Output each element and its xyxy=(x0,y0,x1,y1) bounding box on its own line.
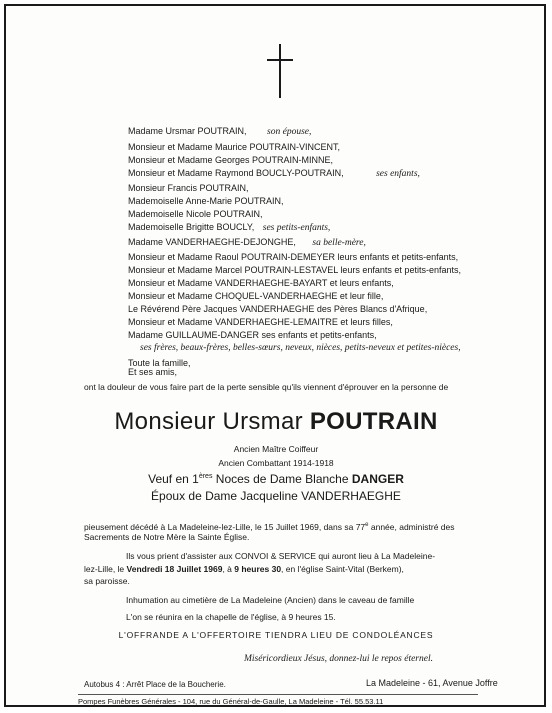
title-coiffeur: Ancien Maître Coiffeur xyxy=(233,444,319,454)
family-name: Madame Ursmar POUTRAIN, xyxy=(128,126,247,136)
title-epoux: Époux de Dame Jacqueline VANDERHAEGHE xyxy=(151,489,401,503)
printer-info: Pompes Funèbres Générales - 104, rue du Général-de-Gaulle, La Madeleine - Tél. 55.53.11 xyxy=(78,697,384,706)
family-name: Monsieur et Madame CHOQUEL-VANDERHAEGHE et leur fille, xyxy=(128,291,384,301)
family-line-13 xyxy=(128,290,383,302)
prayer: Miséricordieux Jésus, donnez-lui le repos éternel. xyxy=(244,654,433,664)
bus-info: Autobus 4 : Arrêt Place de la Boucherie. xyxy=(84,680,226,689)
family-line-7 xyxy=(128,208,263,220)
family-line-5 xyxy=(128,182,249,194)
deceased-prefix: Monsieur Ursmar xyxy=(114,408,303,435)
family-line-15 xyxy=(128,316,393,328)
family-name: Monsieur et Madame Raoul POUTRAIN-DEMEYER leurs enfants et petits-enfants, xyxy=(128,252,459,262)
offrande-notice: L'OFFRANDE A L'OFFERTOIRE TIENDRA LIEU DE CONDOLÉANCES xyxy=(118,630,434,640)
family-line-10 xyxy=(128,251,458,263)
service-line-2: lez-Lille, le Vendredi 18 Juillet 1969, à 9 heures 30, en l'église Saint-Vital (Berkem), xyxy=(84,564,404,574)
death-line-2: Sacrements de Notre Mère la Sainte Église. xyxy=(84,532,250,542)
family-name: Monsieur et Madame Maurice POUTRAIN-VINCENT, xyxy=(128,142,341,152)
family-relation: son épouse, xyxy=(267,127,312,137)
inhumation: Inhumation au cimetière de La Madeleine (Ancien) dans le caveau de famille xyxy=(126,595,415,605)
title-veuf: Veuf en 1ères Noces de Dame Blanche DANGER xyxy=(148,472,404,486)
announcement: ont la douleur de vous faire part de la perte sensible qu'ils viennent d'éprouver en la personne de xyxy=(84,382,449,392)
family-name: Madame GUILLAUME-DANGER ses enfants et petits-enfants, xyxy=(128,330,377,340)
cross-icon xyxy=(265,44,295,98)
family-name: Monsieur et Madame Marcel POUTRAIN-LESTAVEL leurs enfants et petits-enfants, xyxy=(128,265,461,275)
death-line-1: pieusement décédé à La Madeleine-lez-Lille, le 15 Juillet 1969, dans sa 77e année, administré des xyxy=(84,521,455,532)
family-name: Monsieur et Madame VANDERHAEGHE-LEMAITRE et leurs filles, xyxy=(128,317,393,327)
family-name: Le Révérend Père Jacques VANDERHAEGHE des Pères Blancs d'Afrique, xyxy=(128,304,428,314)
family-line-12 xyxy=(128,277,394,289)
family-line-2 xyxy=(128,141,340,153)
family-line-11 xyxy=(128,264,461,276)
footer-divider xyxy=(78,694,478,695)
family-name: Monsieur et Madame VANDERHAEGHE-BAYART et leurs enfants, xyxy=(128,278,394,288)
family-line-6 xyxy=(128,195,284,207)
service-line-3: sa paroisse. xyxy=(84,576,130,586)
family-name: Mademoiselle Anne-Marie POUTRAIN, xyxy=(128,196,284,206)
family-relation: ses petits-enfants, xyxy=(262,223,331,233)
family-line-1 xyxy=(128,125,311,138)
family-line-9 xyxy=(128,236,366,249)
relatives-line: ses frères, beaux-frères, belles-sœurs, neveux, nièces, petits-neveux et petites-nièces, xyxy=(140,343,461,353)
deceased-surname: POUTRAIN xyxy=(309,408,438,435)
deceased-name xyxy=(0,408,552,436)
family-name: Monsieur et Madame Georges POUTRAIN-MINNE, xyxy=(128,155,334,165)
family-name: Monsieur Francis POUTRAIN, xyxy=(128,183,249,193)
family-line-8 xyxy=(128,221,330,234)
reunion: L'on se réunira en la chapelle de l'église, à 9 heures 15. xyxy=(126,612,336,622)
family-relation: ses enfants, xyxy=(376,169,420,179)
toute-la-famille: Toute la famille, xyxy=(128,358,191,368)
family-name: Mademoiselle Brigitte BOUCLY, xyxy=(128,222,255,232)
family-name: Mademoiselle Nicole POUTRAIN, xyxy=(128,209,263,219)
service-line-1: Ils vous prient d'assister aux CONVOI & SERVICE qui auront lieu à La Madeleine- xyxy=(126,551,436,561)
family-line-3 xyxy=(128,154,333,166)
address: La Madeleine - 61, Avenue Joffre xyxy=(366,678,498,688)
family-line-4 xyxy=(128,167,420,180)
family-name: Madame VANDERHAEGHE-DEJONGHE, xyxy=(128,237,296,247)
family-line-14 xyxy=(128,303,427,315)
title-combattant: Ancien Combattant 1914-1918 xyxy=(218,458,334,468)
family-relation: sa belle-mère, xyxy=(312,238,366,248)
family-line-16 xyxy=(128,329,377,341)
et-ses-amis: Et ses amis, xyxy=(128,367,178,377)
family-name: Monsieur et Madame Raymond BOUCLY-POUTRAIN, xyxy=(128,168,344,178)
